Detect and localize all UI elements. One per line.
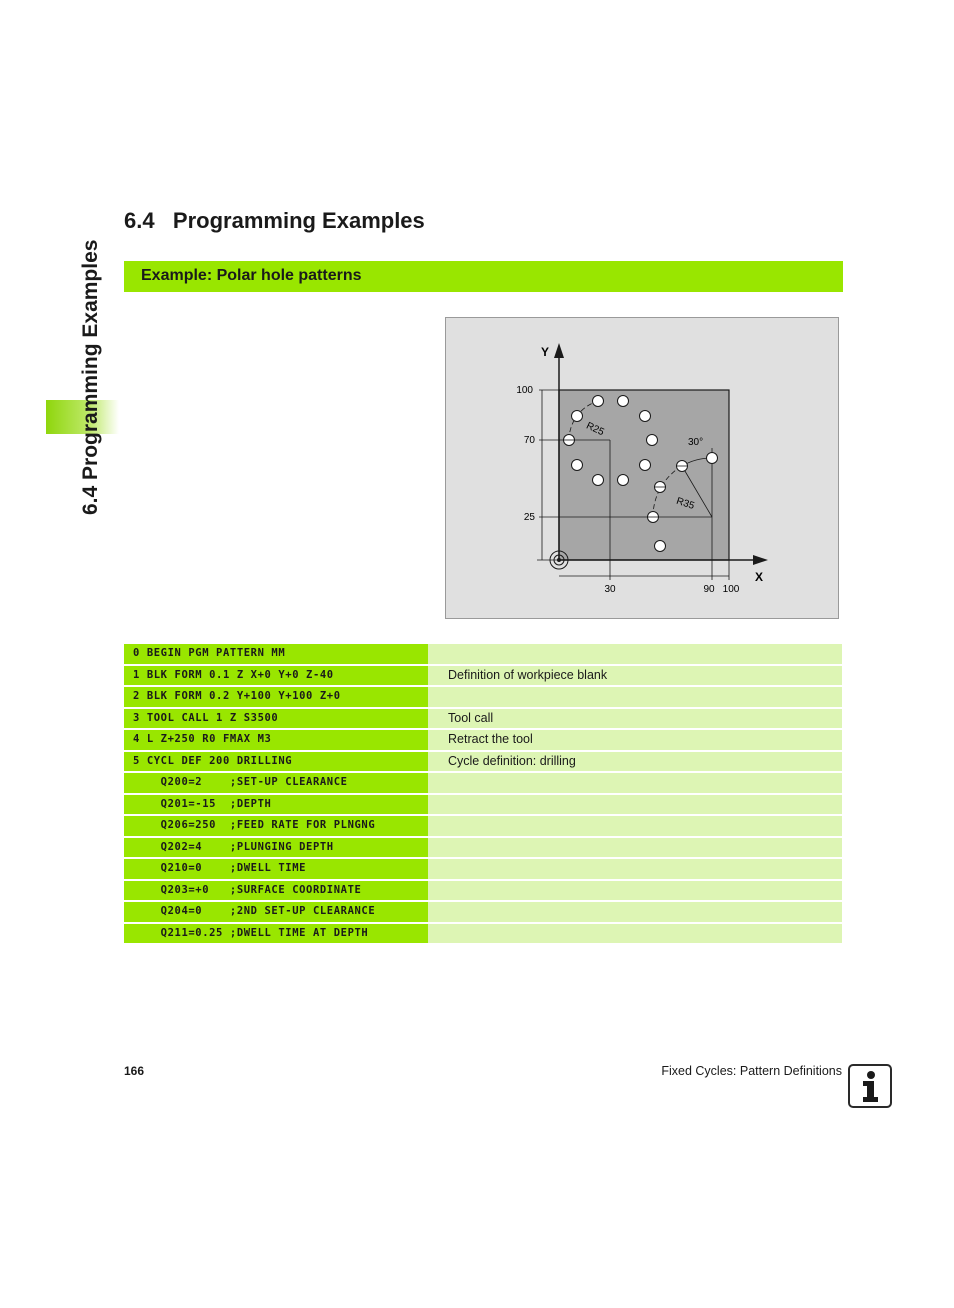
page-title: 6.4 Programming Examples xyxy=(124,208,425,233)
code-comment xyxy=(428,881,842,901)
y-axis-arrow xyxy=(554,343,564,358)
code-line: 4 L Z+250 R0 FMAX M3 xyxy=(124,730,428,750)
code-comment: Retract the tool xyxy=(428,730,842,750)
code-comment: Tool call xyxy=(428,709,842,729)
x-axis-arrow xyxy=(753,555,768,565)
code-comment xyxy=(428,816,842,836)
code-comment xyxy=(428,795,842,815)
section-title: Example: Polar hole patterns xyxy=(141,267,362,284)
hole-pattern-drawing xyxy=(446,318,840,620)
code-comment xyxy=(428,687,842,707)
radius-r25-label: R25 xyxy=(584,420,606,439)
table-row xyxy=(124,859,842,879)
table-row xyxy=(124,709,842,729)
code-line: 1 BLK FORM 0.1 Z X+0 Y+0 Z-40 xyxy=(124,666,428,686)
code-comment: Definition of workpiece blank xyxy=(428,666,842,686)
table-row xyxy=(124,838,842,858)
y-tick-70: 70 xyxy=(523,435,535,446)
code-line: Q204=0 ;2ND SET-UP CLEARANCE xyxy=(124,902,428,922)
table-row xyxy=(124,816,842,836)
radius-r35-label: R35 xyxy=(674,495,696,512)
side-tab-title-text: 6.4 Programming Examples xyxy=(79,239,102,515)
table-row xyxy=(124,773,842,793)
code-line: Q203=+0 ;SURFACE COORDINATE xyxy=(124,881,428,901)
table-row xyxy=(124,752,842,772)
code-comment xyxy=(428,644,842,664)
code-line: Q211=0.25 ;DWELL TIME AT DEPTH xyxy=(124,924,428,944)
table-row xyxy=(124,730,842,750)
table-row xyxy=(124,924,842,944)
y-tick-25: 25 xyxy=(523,512,535,523)
code-comment xyxy=(428,902,842,922)
table-row xyxy=(124,881,842,901)
code-line: 0 BEGIN PGM PATTERN MM xyxy=(124,644,428,664)
code-comment xyxy=(428,859,842,879)
chapter-title: Fixed Cycles: Pattern Definitions xyxy=(661,1064,842,1078)
hole-pattern-figure xyxy=(445,317,839,619)
page-number: 166 xyxy=(124,1064,145,1078)
code-comment: Cycle definition: drilling xyxy=(428,752,842,772)
angle-label: 30° xyxy=(688,437,704,448)
code-comment xyxy=(428,838,842,858)
x-tick-90: 90 xyxy=(703,584,715,595)
table-row xyxy=(124,644,842,664)
code-line: 3 TOOL CALL 1 Z S3500 xyxy=(124,709,428,729)
section-header xyxy=(124,261,843,292)
code-line: Q210=0 ;DWELL TIME xyxy=(124,859,428,879)
table-row xyxy=(124,687,842,707)
x-tick-30: 30 xyxy=(604,584,616,595)
nc-program-table xyxy=(124,644,842,945)
table-row xyxy=(124,902,842,922)
x-tick-100: 100 xyxy=(722,584,740,595)
code-line: Q200=2 ;SET-UP CLEARANCE xyxy=(124,773,428,793)
code-comment xyxy=(428,773,842,793)
info-icon[interactable] xyxy=(848,1064,892,1108)
y-axis-label: Y xyxy=(541,345,550,359)
code-line: Q201=-15 ;DEPTH xyxy=(124,795,428,815)
y-tick-100: 100 xyxy=(516,385,533,396)
code-line: 2 BLK FORM 0.2 Y+100 Y+100 Z+0 xyxy=(124,687,428,707)
code-line: Q202=4 ;PLUNGING DEPTH xyxy=(124,838,428,858)
table-row xyxy=(124,795,842,815)
table-row xyxy=(124,666,842,686)
code-line: Q206=250 ;FEED RATE FOR PLNGNG xyxy=(124,816,428,836)
code-line: 5 CYCL DEF 200 DRILLING xyxy=(124,752,428,772)
x-axis-label: X xyxy=(755,570,764,584)
code-comment xyxy=(428,924,842,944)
info-icon-glyph xyxy=(850,1066,890,1106)
